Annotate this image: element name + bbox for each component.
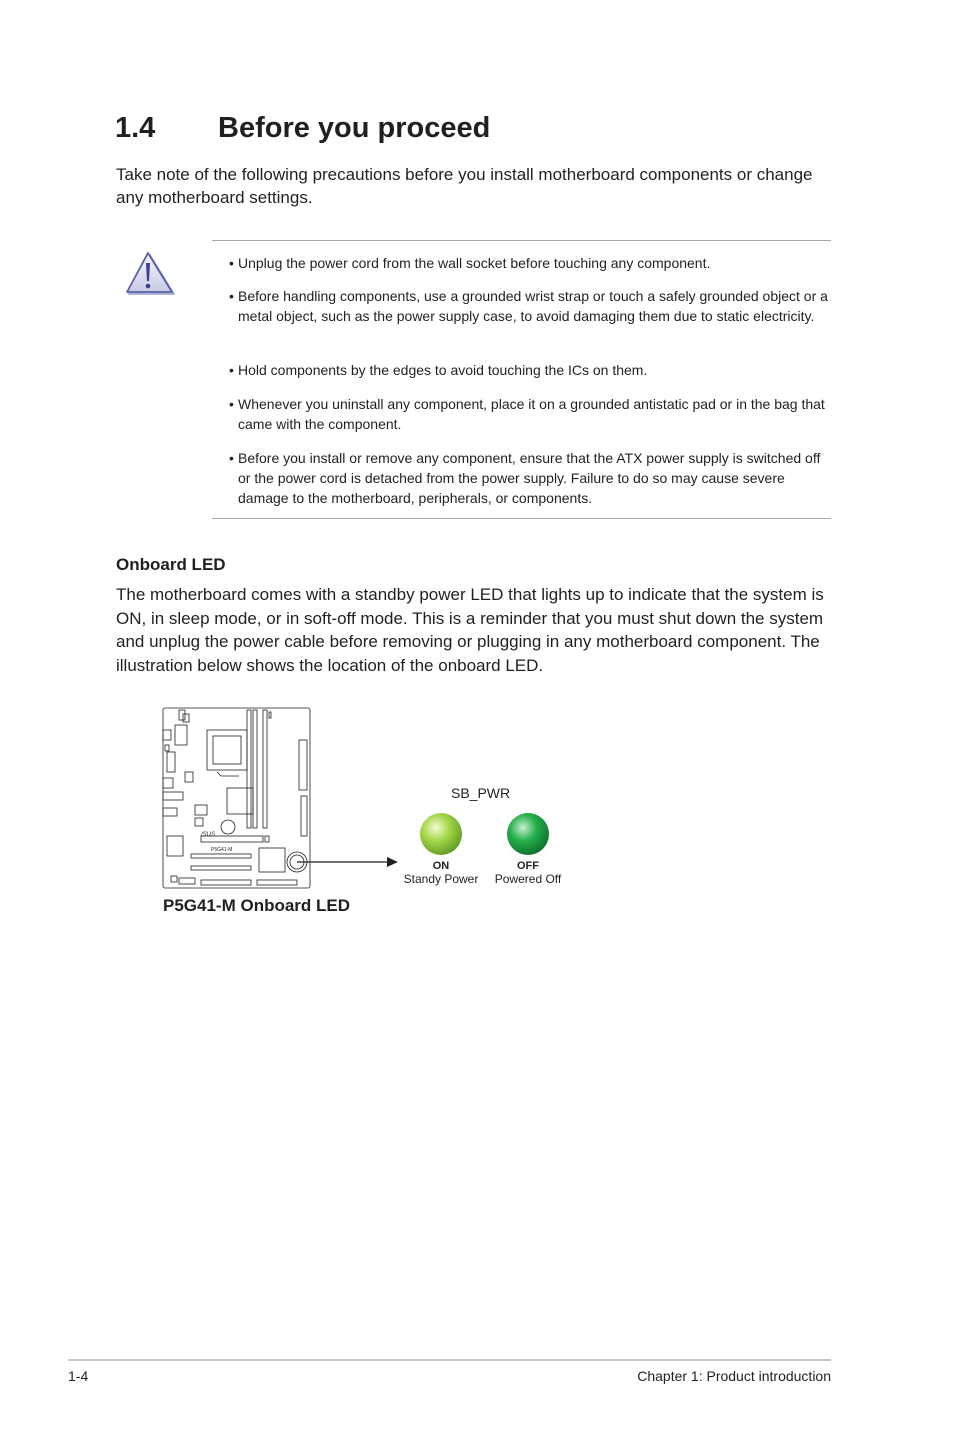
diagram-caption: P5G41-M Onboard LED [163, 896, 351, 915]
caution-item [229, 253, 830, 273]
caution-item-text: Before you install or remove any component, ensure that the ATX power supply is switched off or the power cord is detached from the power supply. Failure to do so may cause severe damage to the motherboard, peripherals, or components. [238, 450, 821, 506]
bullet: • [229, 255, 234, 271]
chapter-title: Chapter 1: Product introduction [637, 1368, 831, 1384]
caution-item-text: Hold components by the edges to avoid touching the ICs on them. [238, 362, 648, 378]
bullet: • [229, 362, 234, 378]
subheading-onboard-led: Onboard LED [116, 555, 226, 574]
motherboard-outline [163, 708, 310, 888]
section-title: Before you proceed [218, 112, 491, 144]
led-on-description: Standy Power [403, 872, 479, 886]
intro-paragraph: Take note of the following precautions before you install motherboard components or change any motherboard settings. [116, 165, 813, 207]
caution-item-text: Whenever you uninstall any component, place it on a grounded antistatic pad or in the bag that came with the component. [238, 396, 825, 432]
section-heading [115, 112, 490, 145]
warning-triangle-icon [124, 250, 176, 296]
led-off-icon [507, 813, 549, 855]
page-number: 1-4 [68, 1368, 89, 1384]
caution-item-text: Before handling components, use a grounded wrist strap or touch a safely grounded object or a metal object, such as the power supply case, to avoid damaging them due to static electricity. [238, 288, 828, 324]
bullet: • [229, 396, 234, 412]
led-on-label [391, 860, 491, 886]
onboard-led-paragraph: The motherboard comes with a standby power LED that lights up to indicate that the system is ON, in sleep mode, or in soft-off mode. This is a reminder that you must shut down the system and unplug the power cable before removing or plugging in any motherboard component. The illustration below shows the location of the onboard LED. [116, 585, 824, 675]
bullet: • [229, 450, 234, 466]
board-brand-mark: /SUS [201, 832, 216, 838]
caution-box [212, 240, 831, 519]
led-off-description: Powered Off [494, 872, 562, 886]
caution-item [229, 360, 830, 380]
caution-item-text: Unplug the power cord from the wall socket before touching any component. [238, 255, 711, 271]
caution-item [229, 394, 830, 434]
section-number: 1.4 [115, 112, 156, 144]
led-on-state: ON [432, 860, 450, 872]
bullet: • [229, 288, 234, 304]
board-model-label: P5G41-M [211, 847, 233, 853]
caution-item [229, 448, 830, 508]
led-off-state: OFF [517, 860, 539, 872]
caution-item [229, 286, 830, 326]
led-on-icon [420, 813, 462, 855]
led-off-label [478, 860, 578, 886]
led-name-label: SB_PWR [451, 785, 511, 801]
footer-divider [68, 1359, 831, 1361]
